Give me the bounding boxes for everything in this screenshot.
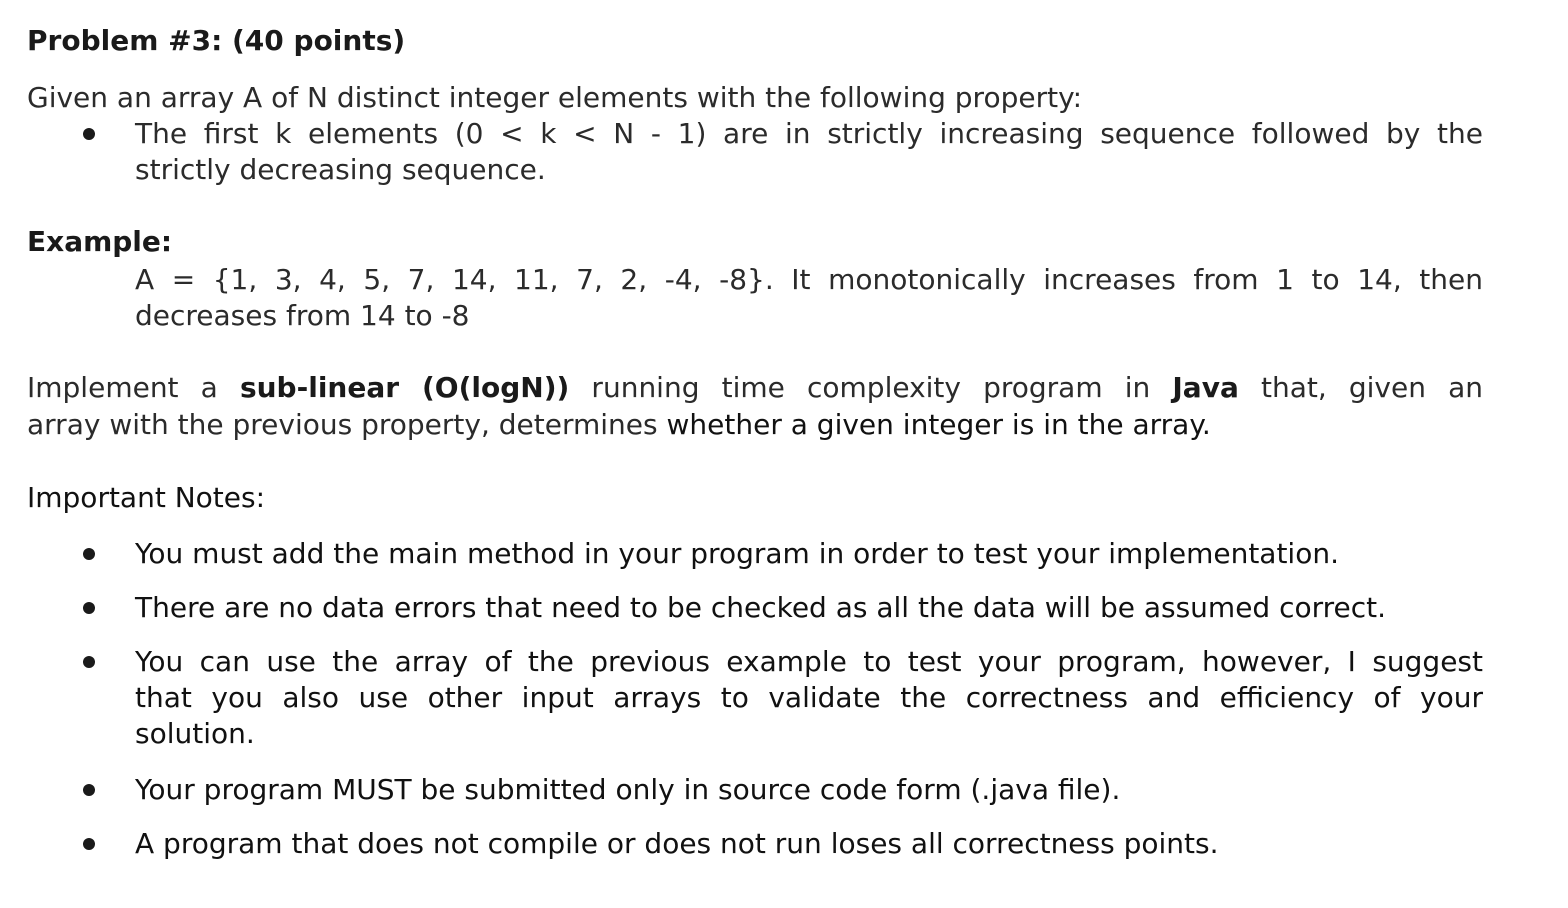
example-label: Example: xyxy=(27,225,173,258)
task-text-5: whether a given integer is in the array. xyxy=(666,408,1211,441)
example-line-2: decreases from 14 to -8 xyxy=(135,299,470,332)
problem-intro: Given an array A of N distinct integer elements with the following property: xyxy=(27,81,1083,114)
example-line-1: A = {1, 3, 4, 5, 7, 14, 11, 7, 2, -4, -8}. It monotonically increases from 1 to 14, then xyxy=(135,263,1483,296)
note-4: Your program MUST be submitted only in source code form (.java file). xyxy=(135,773,1121,806)
task-line-2 xyxy=(27,407,1211,443)
bullet-icon xyxy=(83,838,95,850)
problem-title: Problem #3: (40 points) xyxy=(27,24,406,57)
bullet-icon xyxy=(83,656,95,668)
task-line-1 xyxy=(27,370,1483,406)
property-line-1: The first k elements (0 < k < N - 1) are in strictly increasing sequence followed by the xyxy=(135,117,1483,150)
task-text-4: array with the previous property, determines xyxy=(27,408,667,441)
note-3-line-1: You can use the array of the previous example to test your program, however, I suggest xyxy=(135,645,1483,678)
task-language: Java xyxy=(1172,371,1239,404)
task-text-3: that, given an xyxy=(1238,371,1483,404)
bullet-icon xyxy=(83,548,95,560)
note-2: There are no data errors that need to be checked as all the data will be assumed correct. xyxy=(135,591,1387,624)
task-text-1: Implement a xyxy=(27,371,240,404)
bullet-icon xyxy=(83,602,95,614)
note-3-line-2: that you also use other input arrays to validate the correctness and efficiency of your xyxy=(135,681,1483,714)
task-text-2: running time complexity program in xyxy=(569,371,1173,404)
task-complexity: sub-linear (O(logN)) xyxy=(239,371,570,404)
bullet-icon xyxy=(83,128,95,140)
note-1: You must add the main method in your program in order to test your implementation. xyxy=(135,537,1339,570)
note-3-line-3: solution. xyxy=(135,717,255,750)
property-line-2: strictly decreasing sequence. xyxy=(135,153,546,186)
note-5: A program that does not compile or does not run loses all correctness points. xyxy=(135,827,1219,860)
notes-title: Important Notes: xyxy=(27,481,266,514)
bullet-icon xyxy=(83,784,95,796)
